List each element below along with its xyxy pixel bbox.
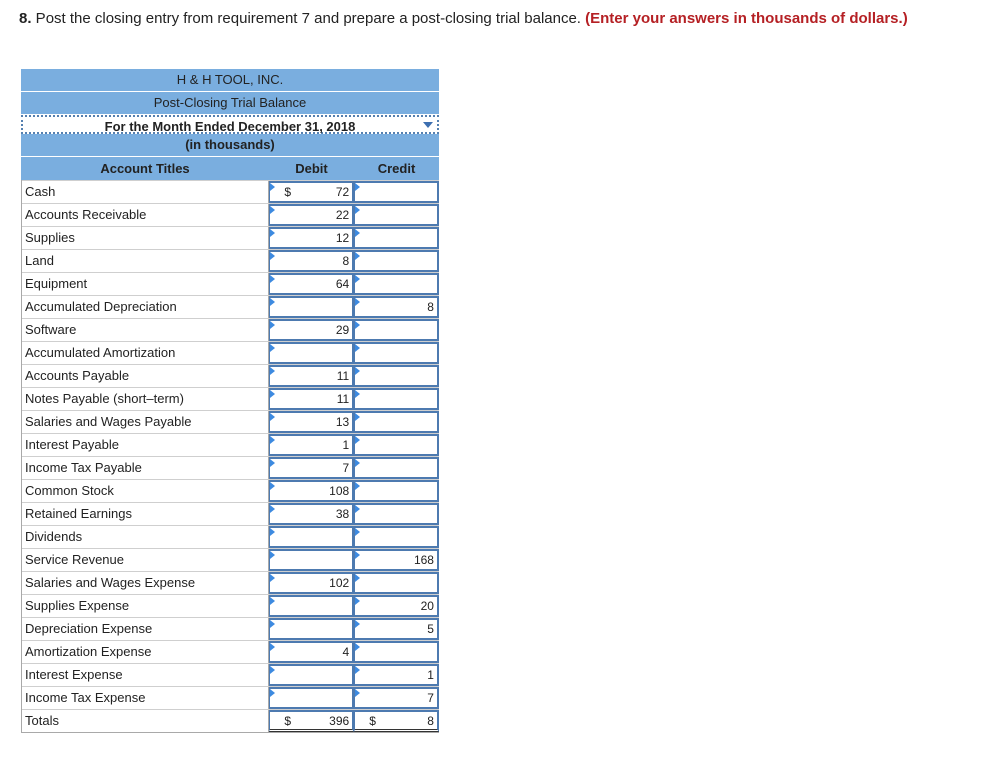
total-credit-input[interactable] (354, 710, 439, 732)
credit-input[interactable] (354, 480, 439, 502)
table-row (22, 364, 439, 387)
account-title: Accumulated Depreciation (22, 296, 269, 318)
input-marker-icon (270, 298, 275, 306)
input-marker-icon (270, 528, 275, 536)
column-header-debit: Debit (295, 161, 328, 176)
account-title: Income Tax Payable (22, 457, 269, 479)
input-marker-icon (270, 436, 275, 444)
credit-input[interactable] (354, 641, 439, 663)
debit-input[interactable] (269, 457, 354, 479)
table-row (22, 226, 439, 249)
input-marker-icon (270, 252, 275, 260)
column-header-account: Account Titles (100, 161, 190, 176)
debit-input[interactable] (269, 250, 354, 272)
input-marker-icon (355, 275, 360, 283)
credit-input[interactable] (354, 342, 439, 364)
input-marker-icon (355, 183, 360, 191)
debit-value: 64 (335, 277, 350, 291)
input-marker-icon (355, 436, 360, 444)
input-marker-icon (270, 229, 275, 237)
credit-input[interactable] (354, 273, 439, 295)
input-marker-icon (270, 183, 275, 191)
credit-input[interactable] (354, 595, 439, 617)
credit-input[interactable] (354, 457, 439, 479)
debit-input[interactable] (269, 319, 354, 341)
input-marker-icon (270, 367, 275, 375)
credit-input[interactable] (354, 319, 439, 341)
credit-input[interactable] (354, 181, 439, 203)
company-name: H & H TOOL, INC. (21, 69, 439, 92)
input-marker-icon (270, 597, 275, 605)
debit-value: 38 (335, 507, 350, 521)
input-marker-icon (355, 344, 360, 352)
debit-input[interactable] (269, 388, 354, 410)
account-title: Income Tax Expense (22, 687, 269, 709)
account-title: Depreciation Expense (22, 618, 269, 640)
account-rows (21, 180, 439, 733)
debit-value: 7 (342, 461, 350, 475)
input-marker-icon (270, 482, 275, 490)
table-row (22, 410, 439, 433)
account-title: Accumulated Amortization (22, 342, 269, 364)
trial-balance-worksheet (21, 69, 439, 733)
credit-input[interactable] (354, 204, 439, 226)
credit-input[interactable] (354, 388, 439, 410)
input-marker-icon (355, 367, 360, 375)
table-row (22, 341, 439, 364)
credit-value: 20 (420, 599, 434, 613)
account-title: Software (22, 319, 269, 341)
input-marker-icon (270, 344, 275, 352)
credit-input[interactable] (354, 227, 439, 249)
question-prompt (19, 10, 908, 28)
credit-input[interactable] (354, 549, 439, 571)
input-marker-icon (270, 390, 275, 398)
account-title: Common Stock (22, 480, 269, 502)
table-row (22, 387, 439, 410)
input-marker-icon (355, 390, 360, 398)
debit-input[interactable] (269, 273, 354, 295)
account-title: Supplies (22, 227, 269, 249)
debit-input[interactable] (269, 595, 354, 617)
totals-label: Totals (22, 710, 269, 732)
table-row (22, 456, 439, 479)
input-marker-icon (355, 643, 360, 651)
credit-input[interactable] (354, 526, 439, 548)
debit-input[interactable] (269, 296, 354, 318)
input-marker-icon (355, 574, 360, 582)
table-row (22, 686, 439, 709)
account-title: Supplies Expense (22, 595, 269, 617)
credit-input[interactable] (354, 503, 439, 525)
credit-input[interactable] (354, 687, 439, 709)
debit-input[interactable] (269, 480, 354, 502)
input-marker-icon (355, 413, 360, 421)
debit-value: 11 (336, 369, 350, 383)
table-row (22, 617, 439, 640)
input-marker-icon (270, 666, 275, 674)
table-row (22, 571, 439, 594)
input-marker-icon (355, 229, 360, 237)
credit-input[interactable] (354, 365, 439, 387)
table-row (22, 502, 439, 525)
dollar-sign: $ (284, 185, 292, 199)
total-credit-value: 8 (427, 714, 434, 728)
debit-value: 102 (329, 576, 350, 590)
input-marker-icon (270, 620, 275, 628)
account-title: Salaries and Wages Expense (22, 572, 269, 594)
total-debit-input[interactable] (269, 710, 354, 732)
account-title: Service Revenue (22, 549, 269, 571)
credit-value: 8 (427, 300, 434, 314)
table-row (22, 295, 439, 318)
credit-value: 5 (427, 622, 434, 636)
debit-input[interactable] (269, 641, 354, 663)
column-headers (21, 157, 439, 180)
input-marker-icon (355, 482, 360, 490)
account-title: Accounts Receivable (22, 204, 269, 226)
debit-input[interactable] (269, 434, 354, 456)
table-row (22, 640, 439, 663)
input-marker-icon (270, 321, 275, 329)
totals-row (22, 709, 439, 732)
debit-input[interactable] (269, 572, 354, 594)
table-row (22, 249, 439, 272)
table-row (22, 548, 439, 571)
dollar-sign: $ (284, 714, 292, 728)
input-marker-icon (355, 597, 360, 605)
debit-input[interactable] (269, 204, 354, 226)
input-marker-icon (355, 252, 360, 260)
account-title: Amortization Expense (22, 641, 269, 663)
table-row (22, 180, 439, 203)
debit-input[interactable] (269, 687, 354, 709)
input-marker-icon (270, 206, 275, 214)
debit-value: 4 (342, 645, 350, 659)
input-marker-icon (355, 298, 360, 306)
account-title: Notes Payable (short–term) (22, 388, 269, 410)
account-title: Interest Expense (22, 664, 269, 686)
account-title: Dividends (22, 526, 269, 548)
input-marker-icon (270, 459, 275, 467)
input-marker-icon (355, 551, 360, 559)
debit-input[interactable] (269, 526, 354, 548)
account-title: Accounts Payable (22, 365, 269, 387)
account-title: Salaries and Wages Payable (22, 411, 269, 433)
input-marker-icon (270, 413, 275, 421)
input-marker-icon (355, 206, 360, 214)
input-marker-icon (355, 528, 360, 536)
credit-input[interactable] (354, 296, 439, 318)
debit-value: 22 (335, 208, 350, 222)
credit-input[interactable] (354, 411, 439, 433)
debit-value: 72 (335, 185, 350, 199)
credit-value: 1 (427, 668, 434, 682)
statement-title: Post-Closing Trial Balance (21, 92, 439, 115)
input-marker-icon (270, 574, 275, 582)
debit-input[interactable] (269, 618, 354, 640)
debit-value: 1 (342, 438, 350, 452)
credit-input[interactable] (354, 618, 439, 640)
debit-input[interactable] (269, 181, 354, 203)
units-label: (in thousands) (21, 134, 439, 157)
credit-input[interactable] (354, 664, 439, 686)
table-row (22, 594, 439, 617)
input-marker-icon (355, 666, 360, 674)
debit-value: 11 (336, 392, 350, 406)
input-marker-icon (355, 689, 360, 697)
debit-input[interactable] (269, 365, 354, 387)
input-marker-icon (355, 321, 360, 329)
debit-input[interactable] (269, 411, 354, 433)
table-row (22, 663, 439, 686)
account-title: Land (22, 250, 269, 272)
input-marker-icon (270, 275, 275, 283)
credit-input[interactable] (354, 434, 439, 456)
debit-value: 13 (335, 415, 350, 429)
credit-input[interactable] (354, 250, 439, 272)
table-row (22, 272, 439, 295)
chevron-down-icon[interactable] (423, 122, 433, 128)
debit-value: 8 (342, 254, 350, 268)
period-dropdown-value: For the Month Ended December 31, 2018 (104, 119, 356, 134)
column-header-credit: Credit (377, 161, 416, 176)
question-instruction: (Enter your answers in thousands of dollars.) (585, 10, 908, 27)
table-row (22, 203, 439, 226)
total-debit-value: 396 (329, 714, 350, 728)
account-title: Interest Payable (22, 434, 269, 456)
debit-value: 12 (335, 231, 350, 245)
input-marker-icon (270, 551, 275, 559)
credit-input[interactable] (354, 572, 439, 594)
input-marker-icon (355, 459, 360, 467)
input-marker-icon (270, 505, 275, 513)
credit-value: 168 (413, 553, 434, 567)
debit-value: 29 (335, 323, 350, 337)
table-row (22, 525, 439, 548)
account-title: Cash (22, 181, 269, 203)
debit-value: 108 (329, 484, 350, 498)
question-number: 8. (19, 10, 32, 27)
table-row (22, 479, 439, 502)
input-marker-icon (355, 505, 360, 513)
dollar-sign: $ (369, 714, 376, 728)
debit-input[interactable] (269, 664, 354, 686)
table-row (22, 433, 439, 456)
credit-value: 7 (427, 691, 434, 705)
table-row (22, 318, 439, 341)
input-marker-icon (355, 620, 360, 628)
input-marker-icon (270, 643, 275, 651)
input-marker-icon (270, 689, 275, 697)
period-dropdown[interactable] (21, 115, 439, 134)
debit-input[interactable] (269, 503, 354, 525)
debit-input[interactable] (269, 227, 354, 249)
account-title: Equipment (22, 273, 269, 295)
debit-input[interactable] (269, 549, 354, 571)
debit-input[interactable] (269, 342, 354, 364)
account-title: Retained Earnings (22, 503, 269, 525)
question-text: Post the closing entry from requirement 7 and prepare a post-closing trial balance. (31, 10, 586, 27)
